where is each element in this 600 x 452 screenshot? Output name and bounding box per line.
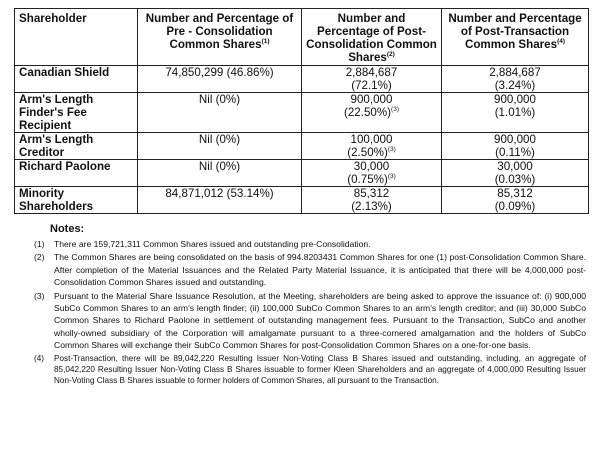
row-pre-consolidation: 74,850,299 (46.86%) bbox=[138, 66, 302, 93]
table-header-row bbox=[15, 9, 589, 66]
table-row bbox=[15, 187, 589, 214]
row-post-consolidation: 2,884,687 (72.1%) bbox=[302, 66, 442, 93]
table-row bbox=[15, 66, 589, 93]
notes-title: Notes: bbox=[50, 223, 85, 235]
row-pre-consolidation: 84,871,012 (53.14%) bbox=[138, 187, 302, 214]
row-post-transaction: 2,884,687 (3.24%) bbox=[442, 66, 589, 93]
header-post-transaction: Number and Percentage of Post-Transaction Common Shares$^{(4)}$ bbox=[442, 9, 589, 66]
note-item: (1) There are 159,721,311 Common Shares issued and outstanding pre-Consolidation. bbox=[34, 239, 371, 249]
shareholder-table bbox=[14, 8, 589, 214]
table-row bbox=[15, 160, 589, 187]
notes-list bbox=[34, 238, 586, 386]
table-row bbox=[15, 93, 589, 133]
row-pre-consolidation: Nil (0%) bbox=[138, 133, 302, 160]
header-pre-consolidation: Number and Percentage of Pre - Consolidation Common Shares$^{(1)}$ bbox=[138, 9, 302, 66]
table-row bbox=[15, 133, 589, 160]
row-post-transaction: 85,312 (0.09%) bbox=[442, 187, 589, 214]
row-shareholder-name: Arm's Length Creditor bbox=[15, 133, 138, 160]
row-shareholder-name: Richard Paolone bbox=[15, 160, 138, 187]
row-post-transaction: 30,000 (0.03%) bbox=[442, 160, 589, 187]
row-post-transaction: 900,000 (0.11%) bbox=[442, 133, 589, 160]
header-post-consolidation: Number and Percentage of Post-Consolidation Common Shares$^{(2)}$ bbox=[302, 9, 442, 66]
row-pre-consolidation: Nil (0%) bbox=[138, 160, 302, 187]
row-shareholder-name: Minority Shareholders bbox=[15, 187, 138, 214]
note-item: (3) Pursuant to the Material Share Issuance Resolution, at the Meeting, shareholders are being asked to approve the issuance of: (i) 900,000 SubCo Common Shares to an arm's length finder; (ii) 100,000 SubCo Common Shares to an arm's length creditor; and (iii) 30,000 SubCo Common Shares to Richard Paolone in settlement of outstanding management fees. Pursuant to the Transaction, SubCo and another wholly-owned subsidiary of the Corporation will amalgamate pursuant to a three-cornered amalgamation and the holders of SubCo Common Shares will exchange their SubCo Common Shares for post-Consolidation Common Shares on a one-for-one basis. bbox=[34, 290, 586, 351]
note-item: (4) Post-Transaction, there will be 89,042,220 Resulting Issuer Non-Voting Class B Shares issued and outstanding, including, an aggregate of 85,042,220 Resulting Issuer Non-Voting Class B Shares issuable to former Kleen Shareholders and an aggregate of 4,000,000 Resulting Issuer Non-Voting Class B Shares issuable to former holders of Common Shares, all pursuant to the Transaction. bbox=[34, 353, 586, 386]
note-item: (2) The Common Shares are being consolidated on the basis of 994.8203431 Common Shares for one (1) post-Consolidation Common Share. After completion of the Material Issuances and the Related Party Material Issuance, it is anticipated that there will be 4,000,000 post-Consolidation Common Shares issued and outstanding. bbox=[34, 252, 586, 288]
row-shareholder-name: Canadian Shield bbox=[15, 66, 138, 93]
row-post-consolidation: 900,000 $(22.50\%)^{(3)}$ bbox=[302, 93, 442, 133]
row-pre-consolidation: Nil (0%) bbox=[138, 93, 302, 133]
row-post-consolidation: 85,312 (2.13%) bbox=[302, 187, 442, 214]
row-post-transaction: 900,000 (1.01%) bbox=[442, 93, 589, 133]
row-shareholder-name: Arm's Length Finder's Fee Recipient bbox=[15, 93, 138, 133]
row-post-consolidation: 30,000 $(0.75\%)^{(3)}$ bbox=[302, 160, 442, 187]
notes-section bbox=[34, 223, 586, 387]
header-shareholder: Shareholder bbox=[15, 9, 138, 66]
row-post-consolidation: 100,000 $(2.50\%)^{(3)}$ bbox=[302, 133, 442, 160]
